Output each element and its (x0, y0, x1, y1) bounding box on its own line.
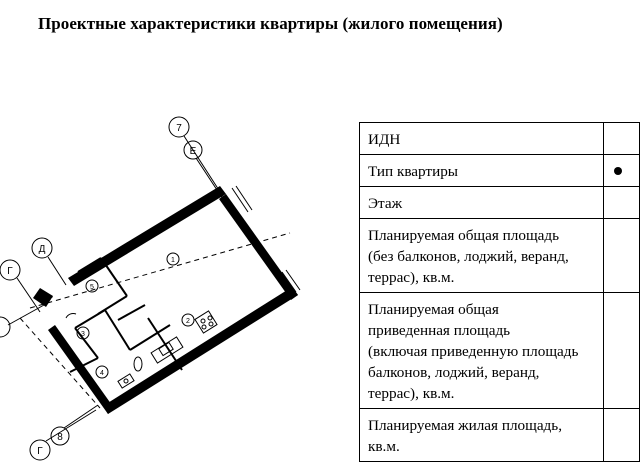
axis-label-g-top: Г (7, 266, 13, 277)
table-row (360, 155, 640, 187)
axis-marker-partial (0, 317, 10, 337)
row-value (603, 219, 639, 293)
room-number-4: 4 (100, 370, 104, 377)
page-title: Проектные характеристики квартиры (жилого помещения) (38, 14, 503, 33)
row-value (603, 409, 639, 462)
table-row (360, 123, 640, 155)
row-value (603, 293, 639, 409)
row-value (603, 123, 639, 155)
table-row (360, 409, 640, 462)
axis-label-e: Е (189, 146, 197, 157)
row-label-text: Планируемая общая площадь (без балконов, лоджий, веранд, террас), кв.м. (368, 227, 569, 286)
value-fragment-icon (614, 167, 622, 175)
row-label-apartment-type (360, 155, 604, 187)
room-number-1: 1 (171, 257, 175, 264)
row-label-idn (360, 123, 604, 155)
row-label-reduced-area (360, 293, 604, 409)
row-label-floor (360, 187, 604, 219)
row-label-living-area (360, 409, 604, 462)
row-label-text: Этаж (368, 195, 403, 212)
table-row (360, 187, 640, 219)
axis-label-8: 8 (57, 432, 63, 443)
row-value (603, 155, 639, 187)
table-row (360, 293, 640, 409)
row-label-text: ИДН (368, 131, 401, 148)
row-label-text: Тип квартиры (368, 163, 458, 180)
axis-label-g-bottom: Г (37, 446, 43, 457)
room-number-5: 5 (90, 284, 94, 291)
row-label-text: Планируемая общая приведенная площадь (включая приведенную площадь балконов, лоджий, веранд, террас), кв.м. (368, 301, 579, 402)
axis-label-7: 7 (176, 123, 182, 134)
row-value (603, 187, 639, 219)
characteristics-table (359, 122, 640, 462)
room-number-3: 3 (81, 331, 85, 338)
row-label-text: Планируемая жилая площадь, кв.м. (368, 417, 563, 455)
floor-plan (0, 100, 340, 473)
room-number-2: 2 (186, 318, 190, 325)
row-label-total-area (360, 219, 604, 293)
table-row (360, 219, 640, 293)
axis-label-d: Д (38, 244, 46, 255)
